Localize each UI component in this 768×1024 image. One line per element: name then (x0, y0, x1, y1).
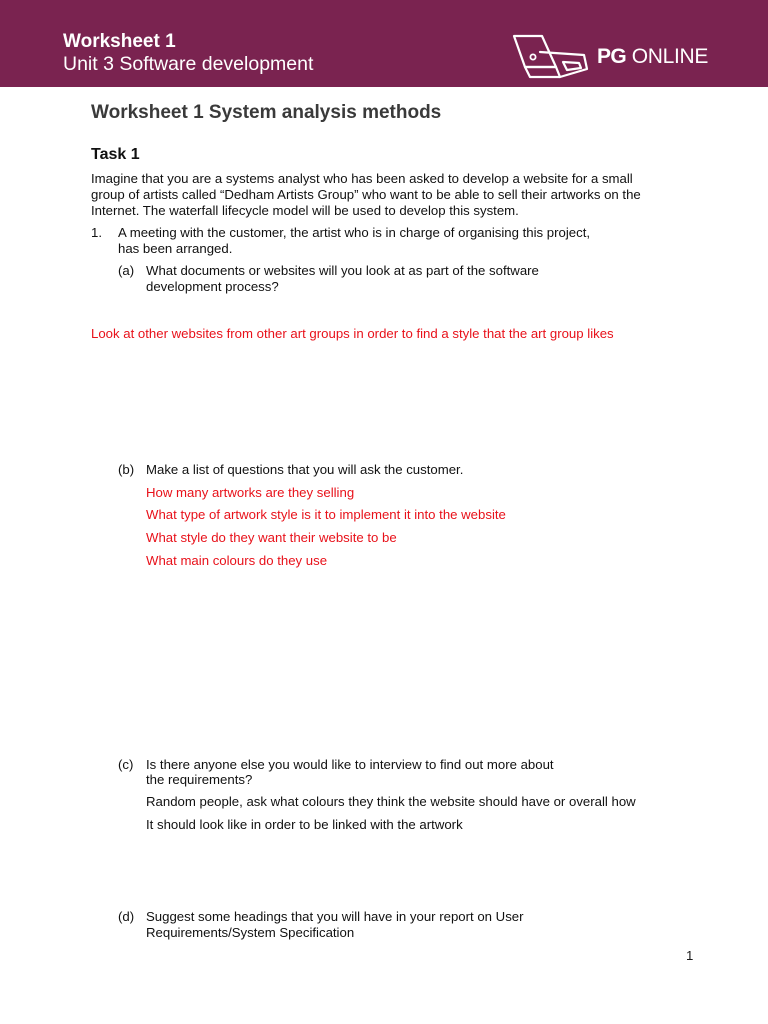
question-text: has been arranged. (118, 241, 233, 256)
answer-text: Random people, ask what colours they think the website should have or overall how (146, 794, 636, 809)
page-header (0, 0, 768, 87)
subquestion-label: (b) (118, 462, 135, 477)
subquestion-text: Suggest some headings that you will have in your report on User (146, 909, 524, 924)
subquestion-text: the requirements? (146, 772, 253, 787)
subquestion-label: (c) (118, 757, 134, 772)
subquestion-text: development process? (146, 279, 279, 294)
answer-text: How many artworks are they selling (146, 485, 355, 500)
answer-text: It should look like in order to be linked with the artwork (146, 817, 463, 832)
task-heading: Task 1 (91, 146, 140, 163)
intro-line: Imagine that you are a systems analyst who has been asked to develop a website for a small (91, 171, 633, 186)
pg-online-logo (511, 34, 716, 80)
answer-text: Look at other websites from other art groups in order to find a style that the art group likes (91, 326, 614, 341)
intro-line: group of artists called “Dedham Artists Group” who want to be able to sell their artworks on the (91, 187, 641, 202)
answer-text: What type of artwork style is it to implement it into the website (146, 507, 506, 522)
answer-text: What style do they want their website to be (146, 530, 397, 545)
laptop-icon (511, 34, 591, 80)
question-number: 1. (91, 225, 102, 240)
subquestion-text: What documents or websites will you look at as part of the software (146, 263, 539, 278)
document-title: Worksheet 1 System analysis methods (91, 102, 442, 123)
question-text: A meeting with the customer, the artist who is in charge of organising this project, (118, 225, 591, 240)
answer-text: What main colours do they use (146, 553, 328, 568)
brand-name: PG ONLINE (597, 45, 709, 68)
subquestion-text: Make a list of questions that you will ask the customer. (146, 462, 464, 477)
subquestion-label: (d) (118, 909, 135, 924)
subquestion-text: Is there anyone else you would like to interview to find out more about (146, 757, 554, 772)
page-number: 1 (686, 948, 694, 963)
intro-line: Internet. The waterfall lifecycle model will be used to develop this system. (91, 203, 519, 218)
subquestion-label: (a) (118, 263, 135, 278)
subquestion-text: Requirements/System Specification (146, 925, 355, 940)
worksheet-title: Worksheet 1 (63, 31, 176, 52)
unit-subtitle: Unit 3 Software development (63, 53, 314, 75)
